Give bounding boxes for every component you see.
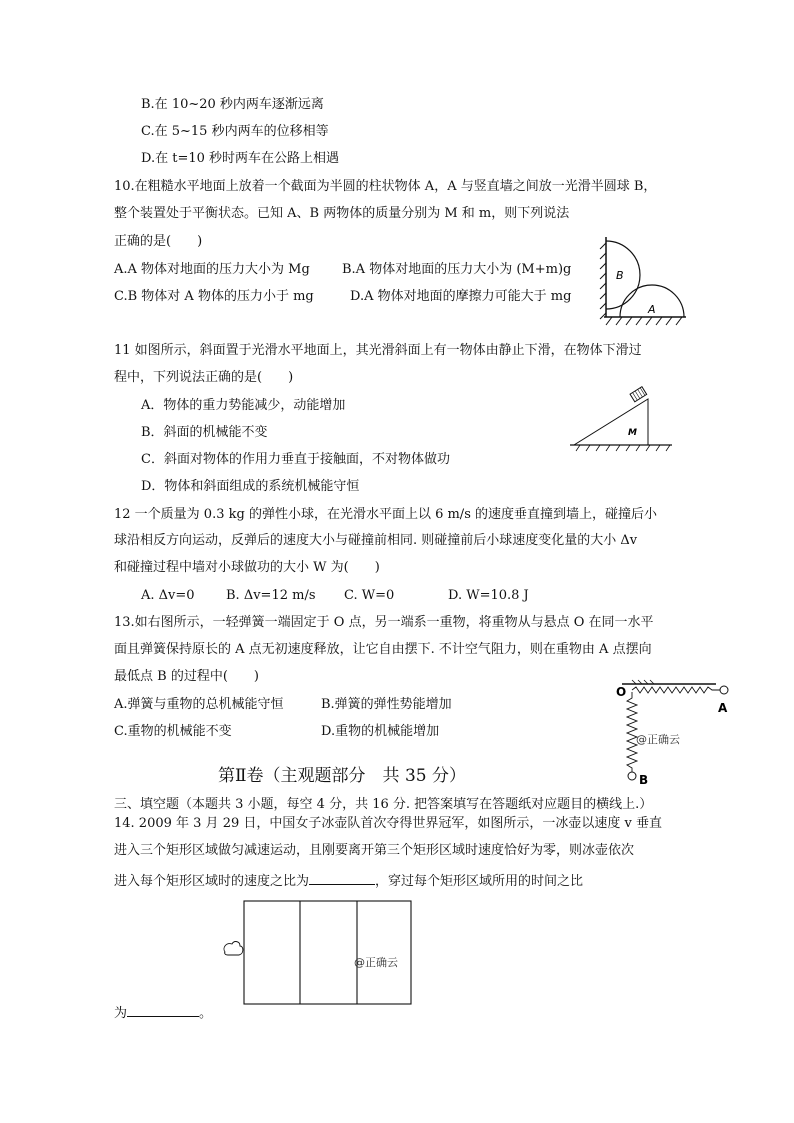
q10-label-b: B [616, 269, 624, 282]
q10-figure-wall-hemispheres [598, 235, 690, 330]
q12-option-b: B. Δv=12 m/s [226, 588, 316, 603]
q11-label-m: M [628, 428, 637, 438]
q13-stem-line2: 面且弹簧保持原长的 A 点无初速度释放，让它自由摆下. 不计空气阻力，则在重物由 A 点摆向 [114, 642, 652, 657]
q13-option-a: A.弹簧与重物的总机械能守恒 [114, 697, 284, 712]
q13-stem-line3: 最低点 B 的过程中( ) [114, 669, 259, 684]
q13-label-o: O [616, 685, 627, 699]
q10-stem-line1: 10.在粗糙水平地面上放着一个截面为半圆的柱状物体 A，A 与竖直墙之间放一光滑半圆球 B， [114, 179, 657, 194]
q14-stem-line3-part2: ，穿过每个矩形区域所用的时间之比 [375, 874, 584, 889]
q12-stem-line3: 和碰撞过程中墙对小球做功的大小 W 为( ) [114, 560, 380, 575]
q10-option-d: D.A 物体对地面的摩擦力可能大于 mg [350, 289, 572, 304]
q14-stem-line2: 进入三个矩形区域做匀减速运动，且刚要离开第三个矩形区域时速度恰好为零，则冰壶依次 [114, 843, 635, 858]
q13-option-c: C.重物的机械能不变 [114, 724, 232, 739]
q14-stem-line3-part1: 进入每个矩形区域时的速度之比为 [114, 874, 310, 889]
q10-option-c: C.B 物体对 A 物体的压力小于 mg [114, 289, 314, 304]
q11-figure-incline [570, 385, 675, 453]
q12-option-a: A. Δv=0 [141, 588, 195, 603]
q12-option-d: D. W=10.8 J [448, 588, 529, 603]
q10-option-b: B.A 物体对地面的压力大小为 (M+m)g [342, 262, 572, 277]
q13-stem-line1: 13.如右图所示，一轻弹簧一端固定于 O 点，另一端系一重物，将重物从与悬点 O 在同一水平 [114, 615, 654, 630]
q13-label-a: A [718, 701, 728, 715]
q10-stem-line2: 整个装置处于平衡状态。已知 A、B 两物体的质量分别为 M 和 m，则下列说法 [114, 206, 570, 221]
q14-stem-line4-part1: 为 [114, 1006, 128, 1021]
q9-option-c: C.在 5~15 秒内两车的位移相等 [141, 124, 329, 139]
q9-option-d: D.在 t=10 秒时两车在公路上相遇 [141, 151, 340, 166]
q13-figure-spring-pendulum [612, 680, 742, 786]
q14-answer-blank-2[interactable] [127, 1002, 199, 1017]
q10-option-a: A.A 物体对地面的压力大小为 Mg [114, 262, 310, 277]
q11-stem-line2: 程中，下列说法正确的是( ) [114, 370, 294, 385]
q11-option-c: C．斜面对物体的作用力垂直于接触面，不对物体做功 [141, 452, 450, 467]
q14-stem-line1: 14. 2009 年 3 月 29 日，中国女子冰壶队首次夺得世界冠军，如图所示，一冰壶以速度 v 垂直 [114, 816, 662, 831]
q12-option-c: C. W=0 [344, 588, 395, 603]
q11-option-a: A．物体的重力势能减少，动能增加 [141, 398, 346, 413]
q13-option-d: D.重物的机械能增加 [321, 724, 440, 739]
section3-intro: 三、填空题（本题共 3 小题，每空 4 分，共 16 分. 把答案填写在答题纸对应题目的横线上.） [114, 797, 653, 812]
q14-watermark: @正确云 [354, 956, 398, 969]
q14-stem-line3 [114, 870, 583, 891]
q10-label-a: A [648, 303, 656, 316]
q14-stem-line4 [114, 1002, 212, 1023]
q13-label-b: B [639, 773, 649, 787]
q11-option-d: D．物体和斜面组成的系统机械能守恒 [141, 479, 360, 494]
q12-stem-line1: 12 一个质量为 0.3 kg 的弹性小球，在光滑水平面上以 6 m/s 的速度垂直撞到墙上，碰撞后小 [114, 507, 657, 522]
q9-option-b: B.在 10~20 秒内两车逐渐远离 [141, 97, 324, 112]
q11-option-b: B．斜面的机械能不变 [141, 425, 268, 440]
q13-option-b: B.弹簧的弹性势能增加 [321, 697, 452, 712]
q11-stem-line1: 11 如图所示，斜面置于光滑水平地面上，其光滑斜面上有一物体由静止下滑，在物体下滑过 [114, 343, 642, 358]
q14-answer-blank-1[interactable] [309, 870, 375, 885]
q14-stem-line4-part2: 。 [199, 1006, 213, 1021]
q12-stem-line2: 球沿相反方向运动，反弹后的速度大小与碰撞前相同. 则碰撞前后小球速度变化量的大小 Δv [114, 533, 638, 548]
q10-stem-line3: 正确的是( ) [114, 234, 203, 249]
section2-heading: 第Ⅱ卷（主观题部分 共 35 分） [218, 766, 466, 786]
q14-figure-rectangles [220, 898, 416, 1006]
q13-watermark: @正确云 [636, 733, 680, 746]
